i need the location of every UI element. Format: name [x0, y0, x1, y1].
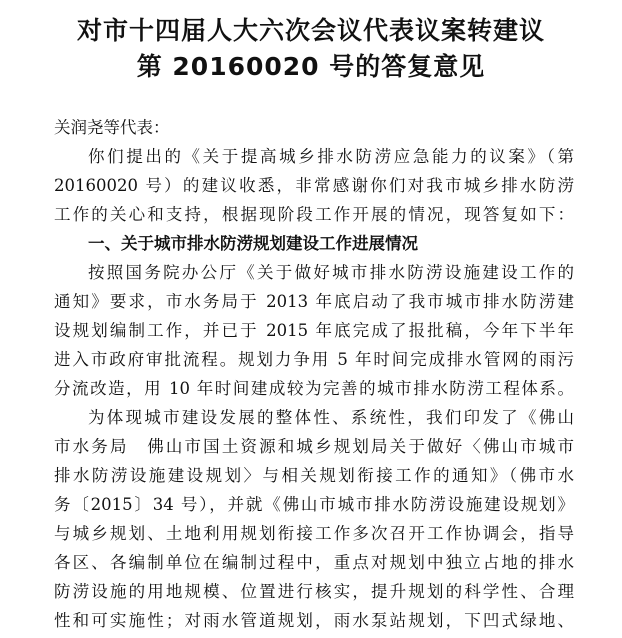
salutation: 关润尧等代表：	[54, 118, 170, 137]
paragraph-1-line-2: 20160020 号）的建议收悉，非常感谢你们对我市城乡排水防涝	[54, 176, 574, 195]
paragraph-3-line-7: 防涝设施的用地规模、位置进行核实，提升规划的科学性、合理	[54, 582, 574, 601]
document-title-line-1: 对市十四届人大六次会议代表议案转建议	[76, 16, 545, 45]
paragraph-1-line-1: 你们提出的《关于提高城乡排水防涝应急能力的议案》（第	[88, 147, 574, 166]
paragraph-3-line-6: 各区、各编制单位在编制过程中，重点对规划中独立占地的排水	[54, 553, 574, 572]
paragraph-3-line-1: 为体现城市建设发展的整体性、系统性，我们印发了《佛山	[88, 408, 574, 427]
paragraph-3-line-4: 务〔2015〕34 号），并就《佛山市城市排水防涝设施建设规划》	[54, 495, 574, 514]
section-1-heading: 一、关于城市排水防涝规划建设工作进展情况	[88, 234, 418, 253]
paragraph-2-line-1: 按照国务院办公厅《关于做好城市排水防涝设施建设工作的	[88, 263, 574, 282]
paragraph-3-line-8: 性和可实施性；对雨水管道规划，雨水泵站规划，下凹式绿地、	[54, 611, 574, 630]
paragraph-3-line-2: 市水务局 佛山市国土资源和城乡规划局关于做好〈佛山市城市	[54, 437, 574, 456]
paragraph-1-line-3: 工作的关心和支持，根据现阶段工作开展的情况，现答复如下：	[54, 205, 574, 224]
document-title-line-2: 第 20160020 号的答复意见	[136, 52, 486, 81]
paragraph-3-line-3: 排水防涝设施建设规划〉与相关规划衔接工作的通知》（佛市水	[54, 466, 574, 485]
paragraph-2-line-4: 进入市政府审批流程。规划力争用 5 年时间完成排水管网的雨污	[54, 350, 574, 369]
paragraph-2-line-5: 分流改造，用 10 年时间建成较为完善的城市排水防涝工程体系。	[54, 379, 574, 398]
paragraph-2-line-3: 设规划编制工作，并已于 2015 年底完成了报批稿，今年下半年	[54, 321, 574, 340]
paragraph-2-line-2: 通知》要求，市水务局于 2013 年底启动了我市城市排水防涝建	[54, 292, 574, 311]
paragraph-3-line-5: 与城乡规划、土地利用规划衔接工作多次召开工作协调会，指导	[54, 524, 574, 543]
